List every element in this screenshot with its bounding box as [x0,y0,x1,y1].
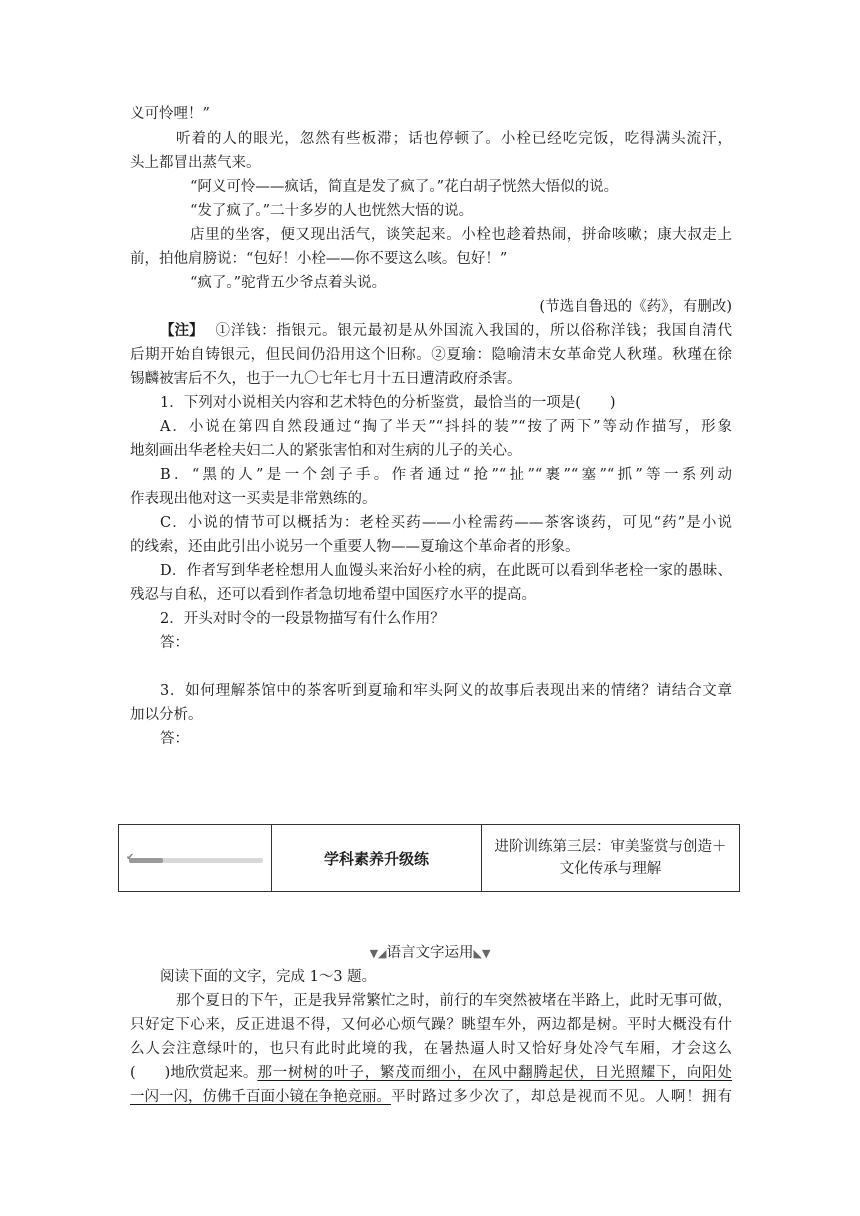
banner-progress-cell [119,825,272,891]
story-paragraph-line: “发了疯了。”二十多岁的人也恍然大悟的说。 [190,203,474,219]
triangle-down-icon: ▼◢ [369,947,387,960]
check-icon: ✔ [126,852,135,863]
option-a: A．小说在第四自然段通过“掏了半天”“抖抖的装”“按了两下”等动作描写，形象 [160,419,732,435]
story-line: 义可怜哩！” [130,106,210,122]
section-banner [118,824,740,892]
passage-text: ( )地欣赏起来。 [130,1065,258,1081]
story-paragraph-line: “阿义可怜——疯话，简直是发了疯了。”花白胡子恍然大悟似的说。 [190,179,619,195]
question-3-cont: 加以分析。 [130,707,203,723]
story-paragraph-line: 店里的坐客，便又现出活气，谈笑起来。小栓也趁着热闹，拼命咳嗽；康大叔走上 [190,227,732,243]
source-citation: (节选自鲁迅的《药》，有删改) [539,299,732,315]
passage-line: 只好定下心来，反正进退不得，又何必心烦气躁？眺望车外，两边都是树。平时大概没有什 [130,1017,732,1033]
answer-label: 答： [160,635,189,651]
note-text: ①洋钱：指银元。银元最初是从外国流入我国的，所以俗称洋钱；我国自清代 [215,323,732,339]
story-paragraph-line: 前，拍他肩膀说：“包好！小栓——你不要这么咳。包好！” [130,251,508,267]
story-paragraph-line: 听着的人的眼光，忽然有些板滞；话也停顿了。小栓已经吃完饭，吃得满头流汗， [176,131,732,147]
story-paragraph-line: “疯了。”驼背五少爷点着头说。 [190,275,387,291]
option-a-cont: 地刻画出华老栓夫妇二人的紧张害怕和对生病的儿子的关心。 [130,443,522,459]
note-label: 【注】 [160,322,204,339]
passage-line: 么人会注意绿叶的，也只有此时此境的我，在暑热逼人时又恰好身处冷气车厢，才会这么 [130,1041,732,1057]
section-heading [0,942,860,965]
question-1: 1．下列对小说相关内容和艺术特色的分析鉴赏，最恰当的一项是( ) [160,395,616,411]
banner-title: 学科素养升级练 [272,825,482,891]
passage-line [130,1086,732,1108]
note-line: 锡麟被害后不久，也于一九〇七年七月十五日遭清政府杀害。 [130,371,522,387]
progress-bar [126,852,263,863]
option-b-cont: 作表现出他对这一买卖是非常熟练的。 [130,491,377,507]
question-2: 2．开头对时令的一段景物描写有什么作用？ [160,611,445,627]
option-b: B．“黑的人”是一个刽子手。作者通过“抢”“扯”“裹”“塞”“抓”等一系列动 [160,467,732,483]
option-c: C．小说的情节可以概括为：老栓买药——小栓需药——茶客谈药，可见“药”是小说 [160,515,732,531]
note-line [160,320,732,342]
note-line: 后期开始自铸银元，但民间仍沿用这个旧称。②夏瑜：隐喻清末女革命党人秋瑾。秋瑾在徐 [130,347,732,363]
banner-subtitle-line: 文化传承与理解 [559,861,662,877]
banner-subtitle-line: 进阶训练第三层：审美鉴赏与创造＋ [494,839,727,855]
section-title: 语言文字运用 [386,945,474,961]
story-paragraph-line: 头上都冒出蒸气来。 [130,155,261,171]
passage-line: 那个夏日的下午，正是我异常繁忙之时，前行的车突然被堵在半路上，此时无事可做， [176,993,732,1009]
answer-label: 答： [160,731,189,747]
option-d-cont: 残忍与自私，还可以看到作者急切地希望中国医疗水平的提高。 [130,587,536,603]
instruction: 阅读下面的文字，完成 1～3 题。 [160,969,377,985]
underlined-passage: 那一树树的叶子，繁茂而细小，在风中翻腾起伏，日光照耀下，向阳处 [257,1065,732,1081]
underlined-passage: 一闪一闪，仿佛千百面小镜在争艳竞丽。 [130,1089,391,1105]
question-3: 3．如何理解茶馆中的茶客听到夏瑜和牢头阿义的故事后表现出来的情绪？请结合文章 [160,683,732,699]
option-d: D．作者写到华老栓想用人血馒头来治好小栓的病，在此既可以看到华老栓一家的愚昧、 [160,563,732,579]
banner-subtitle [482,825,739,891]
passage-text: 平时路过多少次了，却总是视而不见。人啊！拥有 [391,1089,732,1105]
option-c-cont: 的线索，还由此引出小说另一个重要人物——夏瑜这个革命者的形象。 [130,539,580,555]
triangle-down-icon: ◣▼ [473,947,491,960]
passage-line [130,1062,732,1084]
